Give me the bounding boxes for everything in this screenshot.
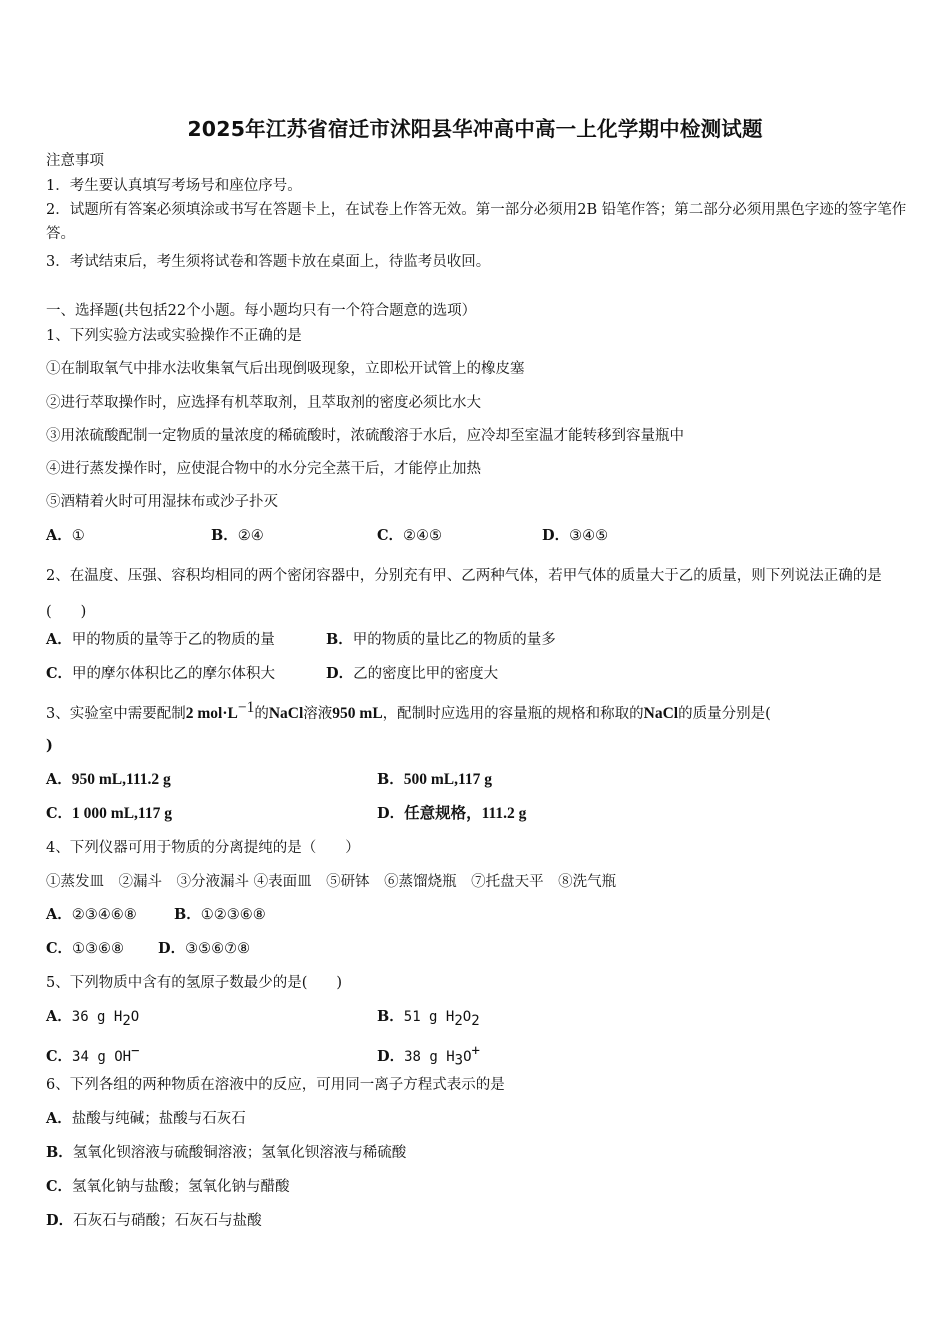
q1-option-c: C．②④⑤ xyxy=(377,527,443,544)
q3-option-b: B．500 mL,117 g xyxy=(377,771,493,788)
section-heading: 一、选择题(共包括22个小题。每小题均只有一个符合题意的选项） xyxy=(46,303,477,319)
q2-option-a: A．甲的物质的量等于乙的物质的量 xyxy=(46,631,275,648)
q2-option-d: D．乙的密度比甲的密度大 xyxy=(326,665,499,682)
q5-stem: 5、下列物质中含有的氢原子数最少的是( ) xyxy=(46,975,343,991)
notice-heading: 注意事项 xyxy=(46,153,104,169)
q1-item-2: ②进行萃取操作时，应选择有机萃取剂，且萃取剂的密度必须比水大 xyxy=(46,395,481,411)
q4-stem: 4、下列仪器可用于物质的分离提纯的是（ ） xyxy=(46,840,360,856)
q1-item-4: ④进行蒸发操作时，应使混合物中的水分完全蒸干后，才能停止加热 xyxy=(46,461,481,477)
q5-option-d: D．38 g $H_3O^+$ xyxy=(377,1043,480,1069)
q6-option-d: D．石灰石与硝酸；石灰石与盐酸 xyxy=(46,1212,262,1229)
q1-item-5: ⑤酒精着火时可用湿抹布或沙子扑灭 xyxy=(46,494,278,510)
q2-option-b: B．甲的物质的量比乙的物质的量多 xyxy=(326,631,556,648)
q4-option-a: A．②③④⑥⑧ xyxy=(46,906,137,923)
q6-stem: 6、下列各组的两种物质在溶液中的反应，可用同一离子方程式表示的是 xyxy=(46,1077,505,1093)
q1-option-d: D．③④⑤ xyxy=(542,527,609,544)
q6-option-c: C．氢氧化钠与盐酸；氢氧化钠与醋酸 xyxy=(46,1178,290,1195)
notice-item-2: 2．试题所有答案必须填涂或书写在答题卡上，在试卷上作答无效。第一部分必须用2B 铅笔作答；第二部分必须用黑色字迹的签字笔作答。 xyxy=(46,202,907,242)
page-title: 2025年江苏省宿迁市沭阳县华冲高中高一上化学期中检测试题 xyxy=(187,117,763,141)
notice-item-1: 1．考生要认真填写考场号和座位序号。 xyxy=(46,178,302,194)
q1-option-a: A．① xyxy=(46,527,85,544)
q4-option-b: B．①②③⑥⑧ xyxy=(174,906,266,923)
q6-option-b: B．氢氧化钡溶液与硫酸铜溶液；氢氧化钡溶液与稀硫酸 xyxy=(46,1144,407,1161)
q5-option-a: A．36 g $H_2O$ xyxy=(46,1008,140,1029)
q5-option-b: B．51 g $H_2O_2$ xyxy=(377,1008,480,1029)
q3-option-c: C．1 000 mL,117 g xyxy=(46,805,172,822)
notice-item-3: 3．考试结束后，考生须将试卷和答题卡放在桌面上，待监考员收回。 xyxy=(46,254,491,270)
q1-stem: 1、下列实验方法或实验操作不正确的是 xyxy=(46,328,302,344)
q3-option-d: D．任意规格，111.2 g xyxy=(377,805,527,822)
q1-item-3: ③用浓硫酸配制一定物质的量浓度的稀硫酸时，浓硫酸溶于水后，应冷却至室温才能转移到容量瓶中 xyxy=(46,428,684,444)
q6-option-a: A．盐酸与纯碱；盐酸与石灰石 xyxy=(46,1110,246,1127)
q2-option-c: C．甲的摩尔体积比乙的摩尔体积大 xyxy=(46,665,276,682)
q5-option-c: C．34 g OH− xyxy=(46,1043,140,1065)
q4-items: ①蒸发皿 ②漏斗 ③分液漏斗 ④表面皿 ⑤研钵 ⑥蒸馏烧瓶 ⑦托盘天平 ⑧洗气瓶 xyxy=(46,874,617,890)
q1-item-1: ①在制取氧气中排水法收集氧气后出现倒吸现象，立即松开试管上的橡皮塞 xyxy=(46,361,525,377)
q4-option-d: D．③⑤⑥⑦⑧ xyxy=(158,940,251,957)
q4-option-c: C．①③⑥⑧ xyxy=(46,940,125,957)
q1-option-b: B．②④ xyxy=(211,527,264,544)
q2-stem: 2、在温度、压强、容积均相同的两个密闭容器中，分别充有甲、乙两种气体，若甲气体的质量大于乙的质量，则下列说法正确的是 ( ) xyxy=(46,568,911,620)
q3-option-a: A．950 mL,111.2 g xyxy=(46,771,171,788)
q3-stem-close: ) xyxy=(46,737,53,754)
q3-stem: 3、实验室中需要配制2 $mol\cdot L^{-1}$的NaCl溶液950 mL，配制时应选用的容量瓶的规格和称取的NaCl的质量分别是( xyxy=(46,699,771,722)
